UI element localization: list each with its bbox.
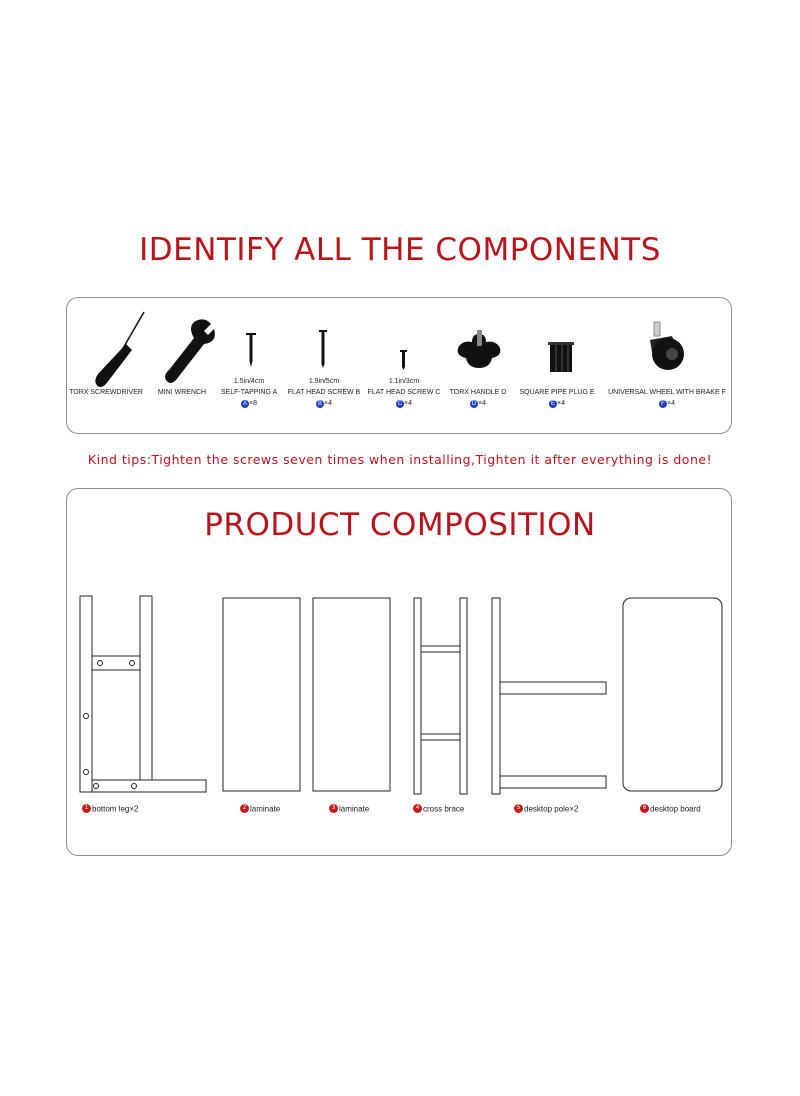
torx-handle-icon — [456, 330, 502, 370]
letter-badge: F — [659, 400, 667, 408]
part-label-cross-brace: 4 cross brace — [413, 804, 464, 813]
pipe-plug-icon — [546, 340, 576, 374]
component-self-tapping-a: 1.5in/4cm SELF-TAPPING A A ×8 — [220, 378, 278, 407]
letter-badge: D — [471, 400, 477, 407]
laminate-drawing-2 — [312, 597, 392, 793]
part-label-desktop-board: 6 desktop board — [640, 804, 701, 813]
part-label-laminate-1: 2 laminate — [240, 804, 280, 813]
letter-badge: B — [317, 400, 322, 407]
laminate-drawing-1 — [222, 597, 302, 793]
component-square-pipe-plug-e: SQUARE PIPE PLUG E E ×4 — [519, 389, 595, 407]
component-flat-head-screw-b: 1.9in/5cm FLAT HEAD SCREW B B ×4 — [287, 378, 361, 407]
bottom-leg-drawing — [78, 594, 210, 794]
component-torx-handle-d: TORX HANDLE D D ×4 — [449, 389, 507, 407]
screw-a-icon — [246, 333, 256, 367]
wrench-icon — [164, 318, 214, 384]
part-label-bottom-leg: 1 bottom leg×2 — [82, 804, 138, 813]
desktop-pole-drawing — [490, 596, 610, 796]
components-heading: IDENTIFY ALL THE COMPONENTS — [139, 232, 661, 268]
cross-brace-drawing — [412, 596, 472, 796]
component-universal-wheel-f: UNIVERSAL WHEEL WITH BRAKE F F ×4 — [608, 389, 726, 407]
letter-badge: E — [550, 400, 555, 407]
component-torx-screwdriver: TORX SCREWDRIVER — [69, 389, 143, 396]
letter-badge: C — [397, 400, 403, 407]
desktop-board-drawing — [622, 597, 724, 793]
screwdriver-icon — [92, 310, 152, 390]
component-mini-wrench: MINI WRENCH — [157, 389, 207, 396]
letter-badge: A — [242, 400, 247, 407]
screw-c-icon — [400, 350, 407, 370]
kind-tips: Kind tips:Tighten the screws seven times when installing,Tighten it after everything is done! — [87, 452, 713, 467]
part-label-laminate-2: 3 laminate — [329, 804, 369, 813]
part-label-desktop-pole: 5 desktop pole×2 — [514, 804, 579, 813]
composition-heading: PRODUCT COMPOSITION — [204, 507, 596, 543]
caster-wheel-icon — [644, 322, 690, 372]
component-flat-head-screw-c: 1.1in/3cm FLAT HEAD SCREW C C ×4 — [367, 378, 441, 407]
screw-b-icon — [319, 330, 327, 368]
